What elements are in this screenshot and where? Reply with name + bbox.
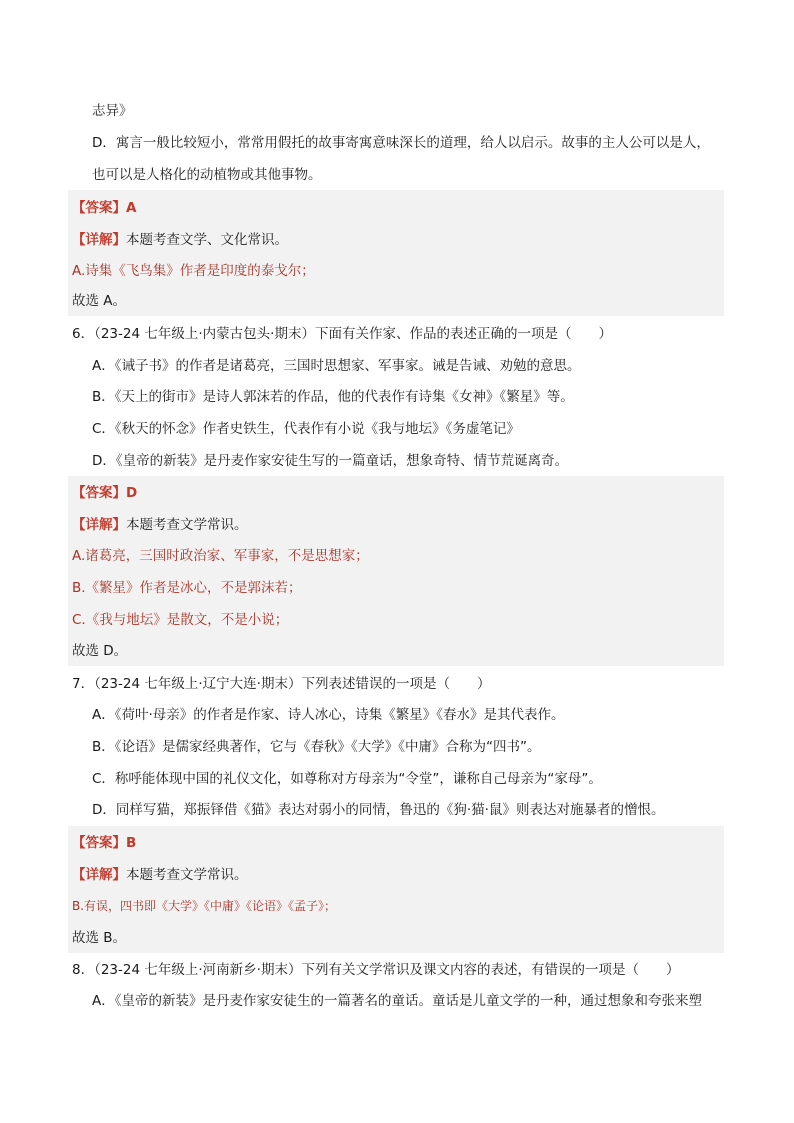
question-8-stem: 8．（23-24 七年级上·河南新乡·期末）下列有关文学常识及课文内容的表述，有错误的一项是（ ） (72, 962, 680, 978)
answer-value: B (126, 835, 137, 851)
conclusion: 故选 D。 (72, 643, 128, 659)
question-7-option-d: D．同样写猫，郑振铎借《猫》表达对弱小的同情，鲁迅的《狗·猫·鼠》则表达对施暴者的憎恨。 (92, 802, 665, 818)
conclusion: 故选 A。 (72, 293, 127, 309)
question-7-option-a: A．《荷叶·母亲》的作者是作家、诗人冰心，诗集《繁星》《春水》是其代表作。 (92, 707, 565, 723)
question-6-option-a: A．《诫子书》的作者是诸葛亮，三国时思想家、军事家。诫是告诫、劝勉的意思。 (92, 358, 581, 374)
explanation-line: A.诗集《飞鸟集》作者是印度的泰戈尔； (72, 263, 315, 279)
question-8-option-a: A．《皇帝的新装》是丹麦作家安徒生的一篇著名的童话。童话是儿童文学的一种，通过想象和夸张来塑 (92, 993, 702, 1009)
detail-line (72, 865, 248, 885)
continued-text: 志异》 (92, 103, 133, 119)
detail-line (72, 515, 248, 535)
explanation-line: B.有误，四书即《大学》《中庸》《论语》《孟子》； (72, 899, 337, 913)
detail-tag: 【详解】 (72, 867, 126, 883)
answer-box-7 (68, 826, 724, 953)
explanation-line: A.诸葛亮，三国时政治家、军事家，不是思想家； (72, 548, 369, 564)
question-6-option-d: D．《皇帝的新装》是丹麦作家安徒生写的一篇童话，想象奇特、情节荒诞离奇。 (92, 453, 569, 469)
detail-tag: 【详解】 (72, 517, 126, 533)
detail-text: 本题考查文学、文化常识。 (126, 232, 288, 248)
answer-value: D (126, 485, 138, 501)
conclusion: 故选 B。 (72, 930, 127, 946)
answer-line (72, 198, 136, 218)
detail-tag: 【详解】 (72, 232, 126, 248)
question-7-stem: 7．（23-24 七年级上·辽宁大连·期末）下列表述错误的一项是（ ） (72, 676, 491, 692)
answer-tag: 【答案】 (72, 485, 126, 501)
question-6-option-c: C．《秋天的怀念》作者史铁生，代表作有小说《我与地坛》《务虚笔记》 (92, 421, 520, 437)
explanation-line: B.《繁星》作者是冰心，不是郭沫若； (72, 580, 302, 596)
answer-box-6 (68, 476, 724, 666)
answer-box-5 (68, 190, 724, 316)
detail-text: 本题考查文学常识。 (126, 517, 248, 533)
answer-line (72, 833, 136, 853)
detail-text: 本题考查文学常识。 (126, 867, 248, 883)
detail-line (72, 230, 288, 250)
question-7-option-b: B．《论语》是儒家经典著作，它与《春秋》《大学》《中庸》合称为“四书”。 (92, 739, 541, 755)
option-d-line2: 也可以是人格化的动植物或其他事物。 (92, 167, 322, 183)
question-6-stem: 6．（23-24 七年级上·内蒙古包头·期末）下面有关作家、作品的表述正确的一项是（ ） (72, 326, 612, 342)
question-6-option-b: B．《天上的街市》是诗人郭沫若的作品，他的代表作有诗集《女神》《繁星》等。 (92, 389, 574, 405)
question-7-option-c: C．称呼能体现中国的礼仪文化，如尊称对方母亲为“令堂”，谦称自己母亲为“家母”。 (92, 771, 602, 787)
answer-value: A (126, 200, 137, 216)
option-d-line1: D．寓言一般比较短小，常常用假托的故事寄寓意味深长的道理，给人以启示。故事的主人公可以是人， (92, 135, 710, 151)
explanation-line: C.《我与地坛》是散文，不是小说； (72, 612, 289, 628)
answer-tag: 【答案】 (72, 835, 126, 851)
answer-line (72, 483, 137, 503)
answer-tag: 【答案】 (72, 200, 126, 216)
